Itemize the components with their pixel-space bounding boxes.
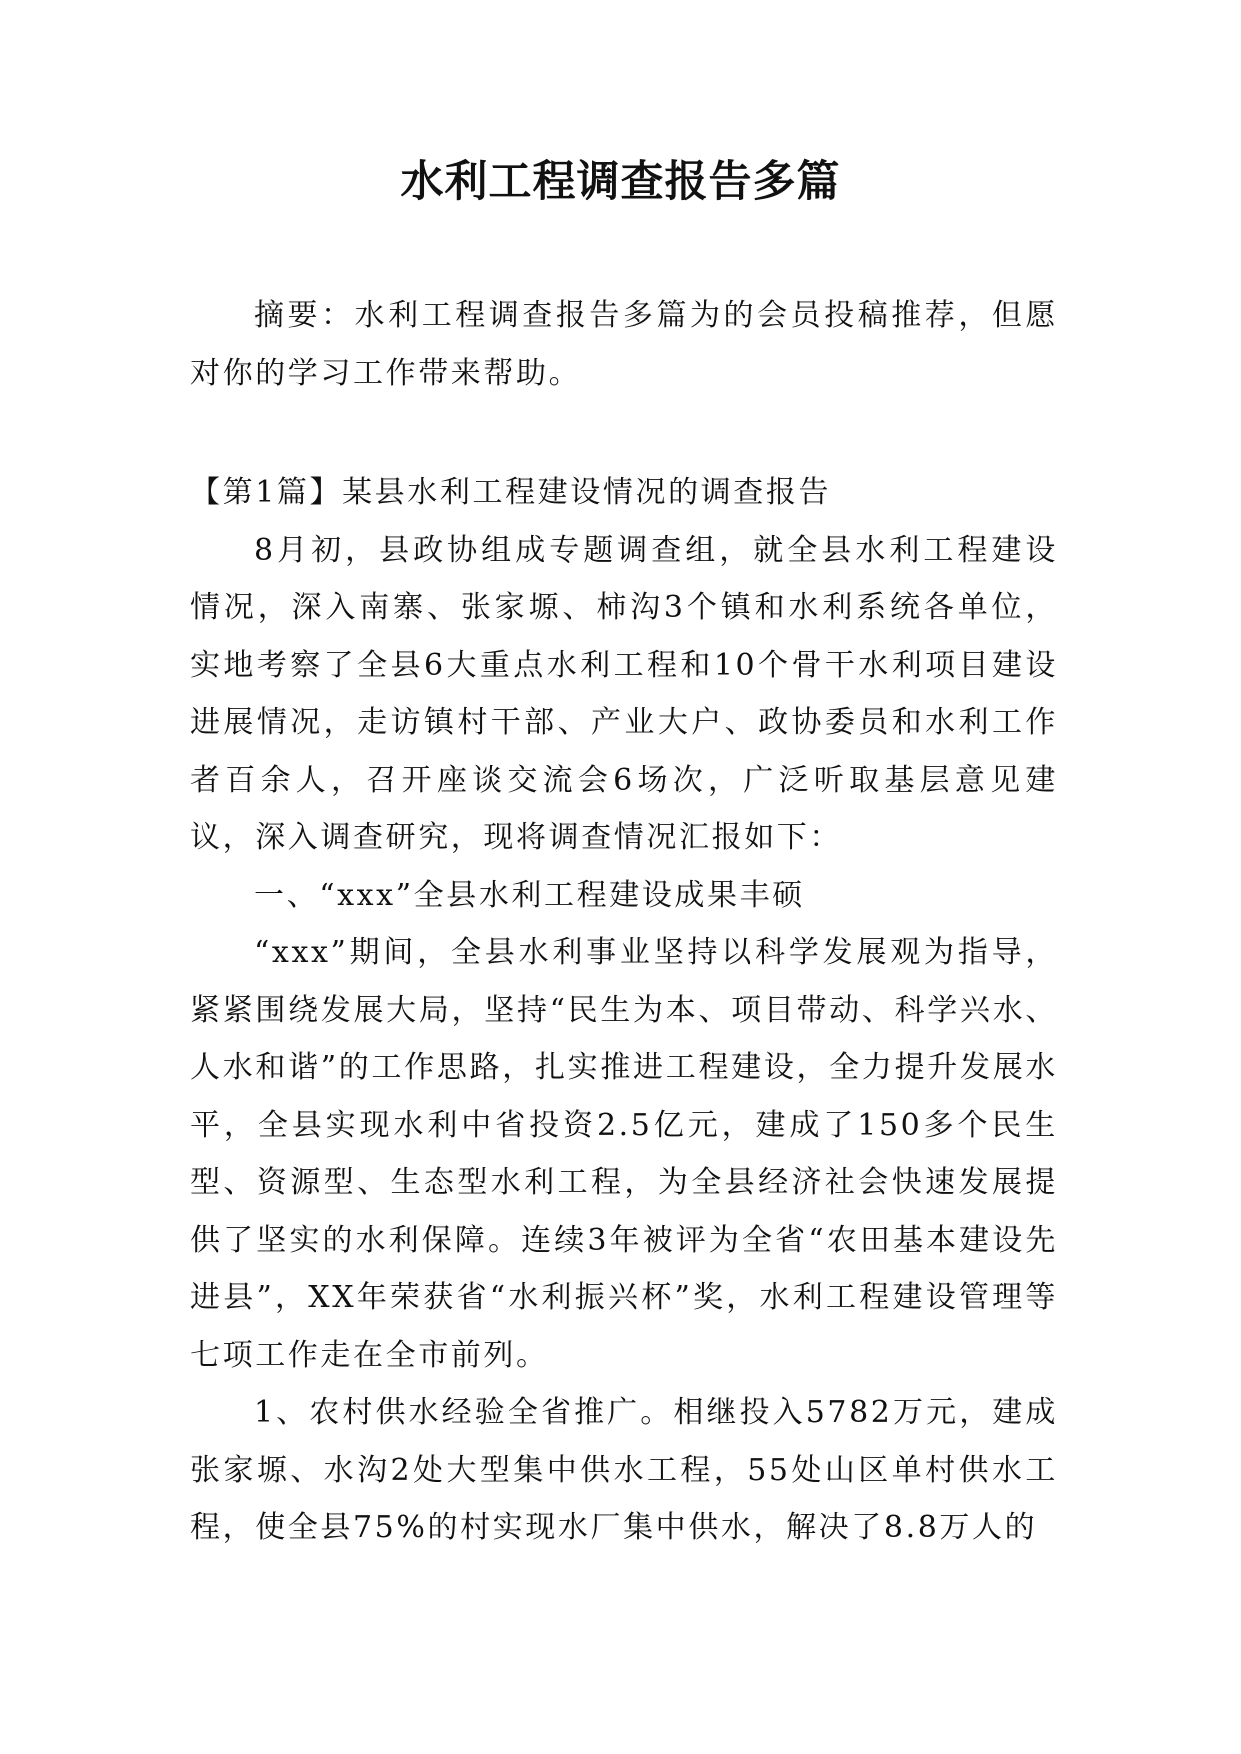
document-title: 水利工程调查报告多篇 [400,157,841,207]
subheading: 一、“xxx”全县水利工程建设成果丰硕 [254,877,805,913]
report-body [190,464,1058,1557]
abstract-text: 摘要：水利工程调查报告多篇为的会员投稿推荐，但愿对你的学习工作带来帮助。 [190,298,1058,391]
paragraph: 8月初，县政协组成专题调查组，就全县水利工程建设情况，深入南寨、张家塬、柿沟3个镇和水利系统各单位，实地考察了全县6大重点水利工程和10个骨干水利项目建设进展情况，走访镇村干部、产业大户、政协委员和水利工作者百余人，召开座谈交流会6场次，广泛听取基层意见建议，深入调查研究，现将调查情况汇报如下： [190,532,1058,855]
paragraph: “xxx”期间，全县水利事业坚持以科学发展观为指导，紧紧围绕发展大局，坚持“民生为本、项目带动、科学兴水、人水和谐”的工作思路，扎实推进工程建设，全力提升发展水平，全县实现水利中省投资2.5亿元，建成了150多个民生型、资源型、生态型水利工程，为全县经济社会快速发展提供了坚实的水利保障。连续3年被评为全省“农田基本建设先进县”，XX年荣获省“水利振兴杯”奖，水利工程建设管理等七项工作走在全市前列。 [190,935,1058,1373]
paragraph: 1、农村供水经验全省推广。相继投入5782万元，建成张家塬、水沟2处大型集中供水工程，55处山区单村供水工程，使全县75%的村实现水厂集中供水，解决了8.8万人的 [190,1395,1058,1545]
section-heading: 【第1篇】某县水利工程建设情况的调查报告 [190,475,832,510]
abstract-section [190,287,1058,402]
